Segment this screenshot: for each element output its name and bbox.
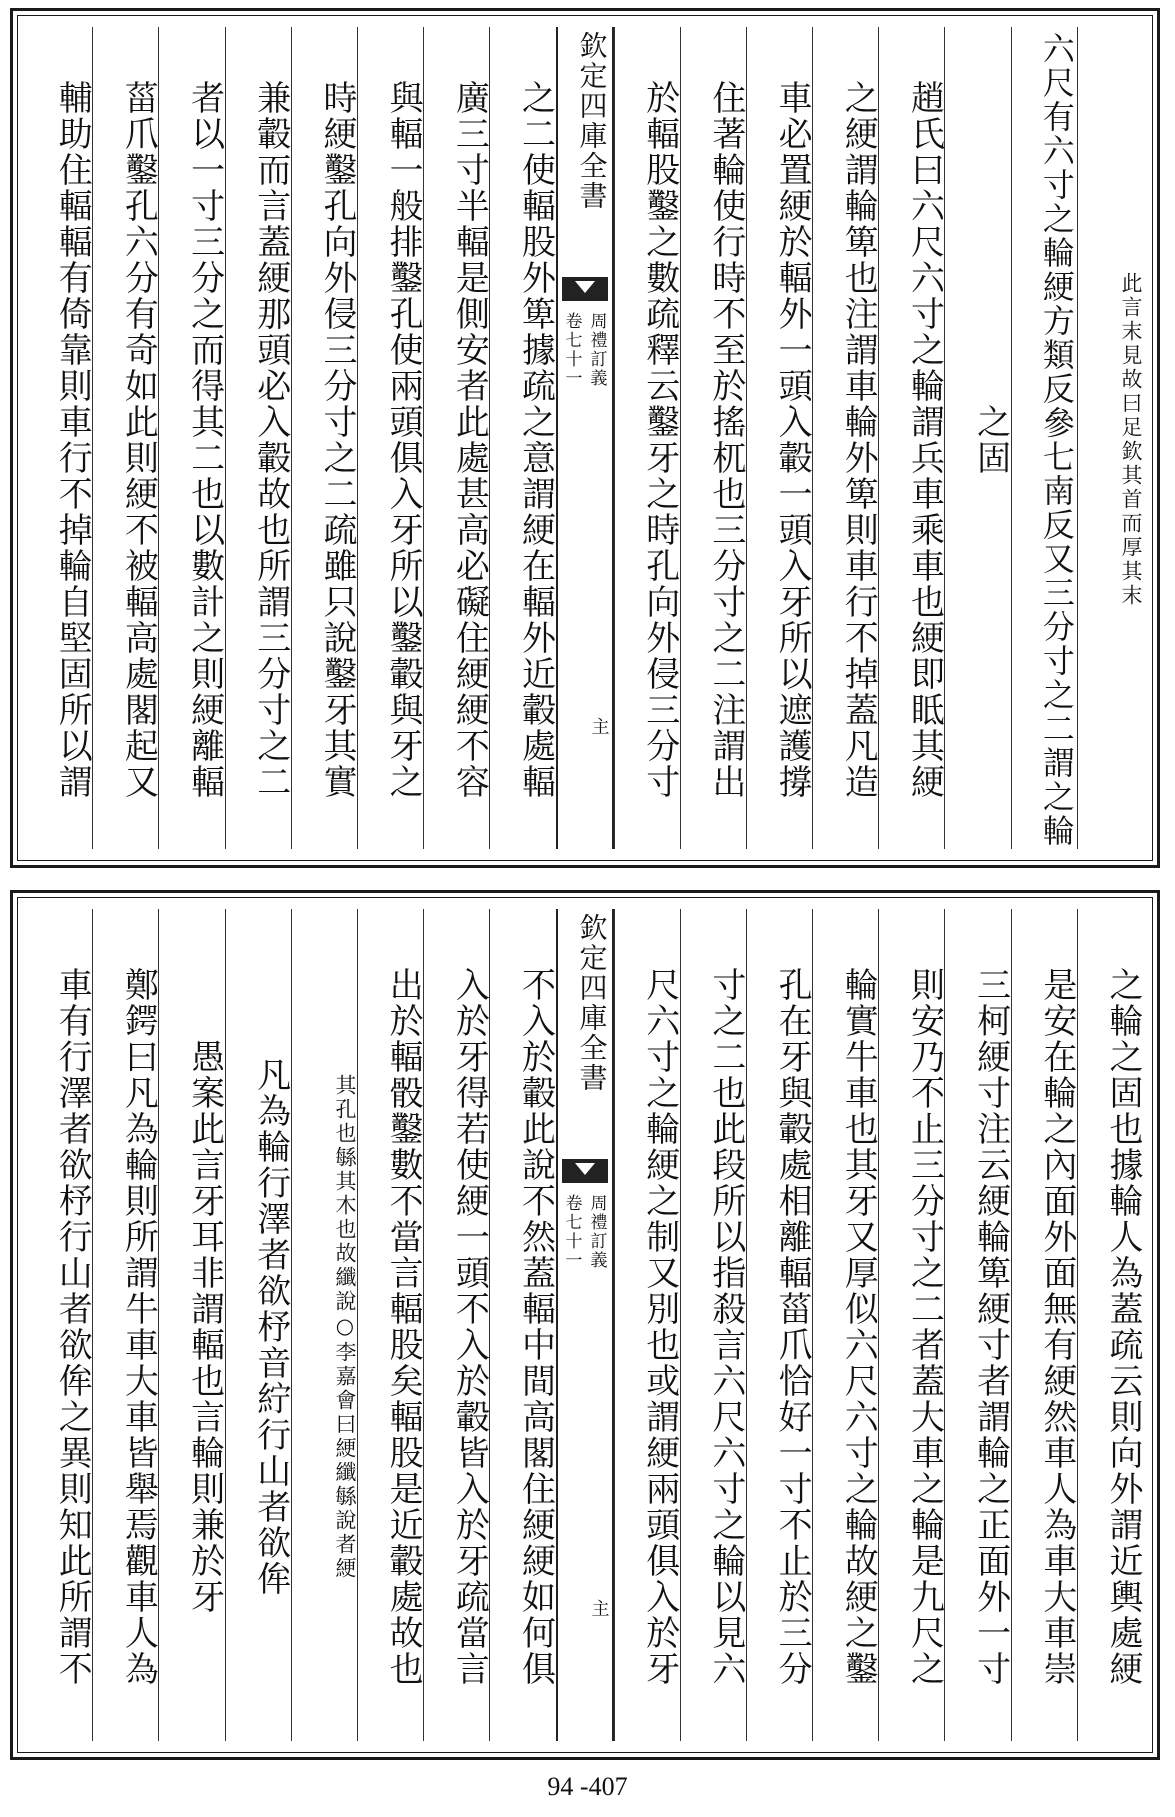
text-line: 是安在輪之內面外面無有綆然車人為車大車崇: [1036, 967, 1077, 1687]
text-column: [944, 909, 1010, 1741]
text-line: 趙氏曰六尺六寸之輪謂兵車乘車也綆即眡其綆: [904, 80, 945, 800]
bottom-page: [10, 890, 1160, 1760]
text-column: [423, 909, 489, 1741]
text-line: 廣三寸半輻是側安者此處甚高必礙住綆綆不容: [449, 80, 490, 800]
text-column: [680, 909, 746, 1741]
annotation-column: [291, 909, 357, 1741]
top-columns: [27, 27, 1143, 849]
text-column: [1077, 909, 1143, 1741]
text-line: 與輻一般排鑿孔使兩頭俱入牙所以鑿轂與牙之: [383, 80, 424, 800]
text-column: [614, 909, 680, 1741]
text-column: [746, 27, 812, 849]
text-column: [878, 27, 944, 849]
volume-label: 周禮訂義: [586, 312, 607, 388]
volume-label: 周禮訂義: [586, 1194, 607, 1270]
text-line: 車必置綆於輻外一頭入轂一頭入牙所以遮護撐: [772, 80, 813, 800]
text-column: [92, 909, 158, 1741]
text-line: 車有行澤者欲杼行山者欲侔之異則知此所謂不: [52, 967, 93, 1687]
text-column: [1011, 27, 1077, 849]
text-column: [812, 27, 878, 849]
text-column: [614, 27, 680, 849]
text-line: 之綆謂輪箄也注謂車輪外箄則車行不掉蓋凡造: [838, 80, 879, 800]
text-column: [423, 27, 489, 849]
book-title: 欽定四庫全書: [575, 913, 609, 1093]
folio-number: 主: [588, 1599, 610, 1617]
text-line: 不入於轂此說不然蓋輻中間高閣住綆綆如何俱: [515, 967, 556, 1687]
text-column: [357, 27, 423, 849]
text-column: [812, 909, 878, 1741]
text-column: [225, 27, 291, 849]
center-fold: [556, 27, 614, 849]
text-column: [158, 909, 224, 1741]
text-line: 之輪之固也據輪人為蓋疏云則向外謂近輿處綆: [1103, 967, 1143, 1687]
text-column: [357, 909, 423, 1741]
text-column: [489, 909, 555, 1741]
center-fold: [556, 909, 614, 1741]
text-line: 於輻股鑿之數疏釋云鑿牙之時孔向外侵三分寸: [639, 80, 680, 800]
fish-tail-mark-icon: [562, 1159, 608, 1183]
text-column: [27, 909, 92, 1741]
text-column: [1011, 909, 1077, 1741]
annotation-line: ○李嘉會曰綆纖緐說者綆: [332, 1313, 357, 1581]
volume-info: [558, 312, 612, 388]
text-line: 六尺有六寸之輪綆方類反參七南反又三分寸之二謂之輪: [1037, 32, 1076, 848]
text-column: [158, 27, 224, 849]
volume-info: [558, 1194, 612, 1270]
text-column: [489, 27, 555, 849]
text-line: 者以一寸三分之而得其二也以數計之則綆離輻: [184, 80, 225, 800]
text-line: 兼轂而言蓋綆那頭必入轂故也所謂三分寸之二: [250, 80, 291, 800]
text-column: [225, 909, 291, 1741]
text-column: [680, 27, 746, 849]
top-page: [10, 8, 1160, 868]
book-title: 欽定四庫全書: [575, 31, 609, 211]
text-line: 寸之二也此段所以指殺言六尺六寸之輪以見六: [705, 967, 746, 1687]
text-line: 之固: [970, 404, 1011, 476]
text-column: [92, 27, 158, 849]
text-line: 菑爪鑿孔六分有奇如此則綆不被輻高處閣起又: [118, 80, 159, 800]
annotation-line: 其孔也緐其木也故纖說: [332, 1073, 357, 1314]
text-line: 三柯綆寸注云綆輪箄綆寸者謂輪之正面外一寸: [970, 967, 1011, 1687]
annotation-column: [1077, 27, 1143, 849]
text-column: [944, 27, 1010, 849]
folio-number: 主: [588, 717, 610, 735]
text-line: 之二使輻股外箄據疏之意謂綆在輻外近轂處輻: [515, 80, 556, 800]
text-line: 住著輪使行時不至於搖杌也三分寸之二注謂出: [705, 80, 746, 800]
text-line: 輔助住輻輻有倚靠則車行不掉輪自堅固所以謂: [52, 80, 93, 800]
volume-label: 卷七十一: [561, 1194, 582, 1270]
page-number: 94 -407: [547, 1772, 628, 1801]
text-line: 凡為輪行澤者欲杼音紵行山者欲侔: [250, 1057, 291, 1597]
text-column: [746, 909, 812, 1741]
text-line: 入於牙得若使綆一頭不入於轂皆入於牙疏當言: [449, 967, 490, 1687]
text-line: 輪實牛車也其牙又厚似六尺六寸之輪故綆之鑿: [838, 967, 879, 1687]
text-line: 時綆鑿孔向外侵三分寸之二疏雖只說鑿牙其實: [316, 80, 357, 800]
text-line: 愚案此言牙耳非謂輻也言輪則兼於牙: [184, 1039, 225, 1615]
text-column: [291, 27, 357, 849]
bottom-columns: [27, 909, 1143, 1741]
volume-label: 卷七十一: [561, 312, 582, 388]
annotation-line: 此言末見故曰足: [1119, 272, 1143, 440]
text-line: 鄭鍔曰凡為輪則所謂牛車大車皆舉焉觀車人為: [118, 967, 159, 1687]
fish-tail-mark-icon: [562, 277, 608, 301]
text-column: [878, 909, 944, 1741]
text-line: 出於輻骰鑿數不當言輻股矣輻股是近轂處故也: [383, 967, 424, 1687]
text-line: 則安乃不止三分寸之二者蓋大車之輪是九尺之: [904, 967, 945, 1687]
text-line: 尺六寸之輪綆之制又別也或謂綆兩頭俱入於牙: [639, 967, 680, 1687]
annotation-line: 欽其首而厚其末: [1119, 440, 1143, 608]
text-column: [27, 27, 92, 849]
text-line: 孔在牙與轂處相離輻菑爪恰好一寸不止於三分: [772, 967, 813, 1687]
